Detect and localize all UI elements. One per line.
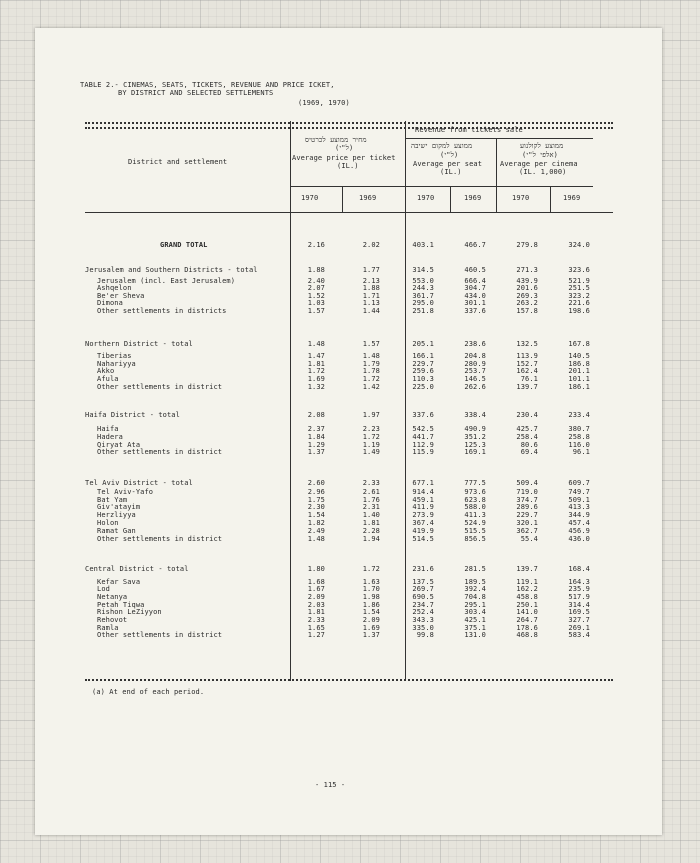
row-value: 251.5 <box>568 284 590 292</box>
row-value: 269.3 <box>516 292 538 300</box>
row-value: 1.13 <box>362 299 380 307</box>
header-price-hebrew: מחיר ממוצע לכרטיס <box>305 136 367 144</box>
row-value: 1.57 <box>307 307 325 315</box>
row-value: 509.4 <box>516 479 538 487</box>
row-value: 189.5 <box>464 578 486 586</box>
row-value: 55.4 <box>520 535 538 543</box>
row-value: 76.1 <box>520 375 538 383</box>
row-value: 1.72 <box>307 367 325 375</box>
row-value: 235.9 <box>568 585 590 593</box>
header-price-hebrew-unit: (ל"י) <box>335 144 354 152</box>
row-value: 269.1 <box>568 624 590 632</box>
row-value: 201.6 <box>516 284 538 292</box>
row-value: 362.7 <box>516 527 538 535</box>
row-value: 351.2 <box>464 433 486 441</box>
bottom-rule <box>85 679 613 681</box>
document-page <box>35 28 662 835</box>
row-value: 1.48 <box>362 352 380 360</box>
row-value: 271.3 <box>516 266 538 274</box>
row-value: 459.1 <box>412 496 434 504</box>
header-cinema-unit: (IL. 1,000) <box>519 168 567 176</box>
row-value: 583.4 <box>568 631 590 639</box>
row-label: Tiberias <box>97 352 132 360</box>
row-value: 524.9 <box>464 519 486 527</box>
row-label: Jerusalem and Southern Districts - total <box>85 266 258 274</box>
row-value: 137.5 <box>412 578 434 586</box>
top-rule-secondary <box>85 127 613 129</box>
row-value: 2.31 <box>362 503 380 511</box>
row-value: 146.5 <box>464 375 486 383</box>
row-value: 1.54 <box>362 608 380 616</box>
row-value: 164.3 <box>568 578 590 586</box>
row-value: 162.2 <box>516 585 538 593</box>
row-value: 609.7 <box>568 479 590 487</box>
row-value: 1.32 <box>307 383 325 391</box>
header-cinema-hebrew-unit: (אלפי ל"י) <box>522 151 558 159</box>
row-value: 152.7 <box>516 360 538 368</box>
row-value: 419.9 <box>412 527 434 535</box>
row-value: 205.1 <box>412 340 434 348</box>
row-value: 2.09 <box>362 616 380 624</box>
row-value: 230.4 <box>516 411 538 419</box>
row-label: Ramat Gan <box>97 527 136 535</box>
row-value: 509.1 <box>568 496 590 504</box>
row-value: 262.6 <box>464 383 486 391</box>
row-value: 116.0 <box>568 441 590 449</box>
row-value: 460.5 <box>464 266 486 274</box>
row-value: 374.7 <box>516 496 538 504</box>
header-cinema-hebrew: ממוצע לקולנוע <box>520 142 564 150</box>
header-seat-hebrew-unit: (ל"י) <box>440 151 459 159</box>
row-value: 434.0 <box>464 292 486 300</box>
row-value: 914.4 <box>412 488 434 496</box>
row-label: Kefar Sava <box>97 578 141 586</box>
row-value: 2.13 <box>362 277 380 285</box>
row-value: 2.60 <box>307 479 325 487</box>
row-value: 1.69 <box>362 624 380 632</box>
row-value: 113.9 <box>516 352 538 360</box>
row-value: 1.88 <box>362 284 380 292</box>
row-label: Other settlements in district <box>97 631 223 639</box>
column-rule-year-1 <box>342 186 343 212</box>
grand-total-label: GRAND TOTAL <box>160 241 208 249</box>
row-label: Giv'atayim <box>97 503 141 511</box>
row-value: 1.68 <box>307 578 325 586</box>
row-value: 323.2 <box>568 292 590 300</box>
row-value: 690.5 <box>412 593 434 601</box>
row-label: Nahariyya <box>97 360 136 368</box>
row-label: Other settlements in district <box>97 383 223 391</box>
row-label: Rishon LeZiyyon <box>97 608 162 616</box>
row-value: 101.1 <box>568 375 590 383</box>
row-value: 281.5 <box>464 565 486 573</box>
row-label: Hadera <box>97 433 123 441</box>
row-value: 436.0 <box>568 535 590 543</box>
row-value: 1.88 <box>307 266 325 274</box>
row-value: 704.8 <box>464 593 486 601</box>
row-value: 973.6 <box>464 488 486 496</box>
row-value: 2.08 <box>307 411 325 419</box>
row-label: Central District - total <box>85 565 189 573</box>
row-value: 1.97 <box>362 411 380 419</box>
row-value: 2.09 <box>307 593 325 601</box>
row-value: 244.3 <box>412 284 434 292</box>
row-value: 413.3 <box>568 503 590 511</box>
row-value: 320.1 <box>516 519 538 527</box>
row-value: 1.81 <box>362 519 380 527</box>
row-value: 1.37 <box>307 448 325 456</box>
row-value: 521.9 <box>568 277 590 285</box>
row-value: 466.7 <box>464 241 486 249</box>
row-value: 514.5 <box>412 535 434 543</box>
row-value: 441.7 <box>412 433 434 441</box>
row-value: 1.57 <box>362 340 380 348</box>
row-label: Rehovot <box>97 616 128 624</box>
row-value: 588.0 <box>464 503 486 511</box>
row-value: 125.3 <box>464 441 486 449</box>
row-value: 343.3 <box>412 616 434 624</box>
row-value: 777.5 <box>464 479 486 487</box>
row-label: Herzliyya <box>97 511 136 519</box>
row-value: 1.67 <box>307 585 325 593</box>
row-value: 1.54 <box>307 511 325 519</box>
row-value: 178.6 <box>516 624 538 632</box>
row-value: 157.8 <box>516 307 538 315</box>
row-value: 2.49 <box>307 527 325 535</box>
row-value: 169.1 <box>464 448 486 456</box>
row-value: 258.8 <box>568 433 590 441</box>
row-value: 1.65 <box>307 624 325 632</box>
row-value: 361.7 <box>412 292 434 300</box>
row-value: 169.5 <box>568 608 590 616</box>
row-value: 201.1 <box>568 367 590 375</box>
row-value: 2.30 <box>307 503 325 511</box>
row-value: 110.3 <box>412 375 434 383</box>
row-value: 1.75 <box>307 496 325 504</box>
row-value: 2.40 <box>307 277 325 285</box>
row-value: 1.48 <box>307 340 325 348</box>
row-value: 2.16 <box>307 241 325 249</box>
row-value: 225.0 <box>412 383 434 391</box>
row-value: 375.1 <box>464 624 486 632</box>
row-label: Lod <box>97 585 110 593</box>
row-value: 264.7 <box>516 616 538 624</box>
row-value: 856.5 <box>464 535 486 543</box>
row-value: 411.3 <box>464 511 486 519</box>
row-label: Other settlements in district <box>97 535 223 543</box>
row-value: 2.28 <box>362 527 380 535</box>
row-value: 1.81 <box>307 360 325 368</box>
row-label: Ramla <box>97 624 119 632</box>
row-value: 338.4 <box>464 411 486 419</box>
row-value: 2.02 <box>362 241 380 249</box>
row-value: 1.77 <box>362 266 380 274</box>
row-value: 295.1 <box>464 601 486 609</box>
row-value: 1.78 <box>362 367 380 375</box>
row-value: 1.03 <box>307 299 325 307</box>
row-value: 623.8 <box>464 496 486 504</box>
row-value: 1.47 <box>307 352 325 360</box>
table-title-line1: TABLE 2.- CINEMAS, SEATS, TICKETS, REVENUE AND PRICE ICKET, <box>80 81 335 89</box>
row-value: 162.4 <box>516 367 538 375</box>
row-value: 677.1 <box>412 479 434 487</box>
header-seat-hebrew: ממוצע למקום ישיבה <box>411 142 473 150</box>
row-label: Tel Aviv District - total <box>85 479 193 487</box>
row-value: 167.8 <box>568 340 590 348</box>
row-label: Ashqelon <box>97 284 132 292</box>
row-label: Netanya <box>97 593 128 601</box>
row-value: 425.1 <box>464 616 486 624</box>
row-label: Other settlements in district <box>97 448 223 456</box>
row-value: 221.6 <box>568 299 590 307</box>
row-value: 2.33 <box>307 616 325 624</box>
row-value: 186.8 <box>568 360 590 368</box>
row-value: 314.4 <box>568 601 590 609</box>
row-value: 439.9 <box>516 277 538 285</box>
header-district-settlement: District and settlement <box>128 158 228 166</box>
year-header-cinema-1970: 1970 <box>512 194 530 202</box>
row-value: 335.0 <box>412 624 434 632</box>
row-value: 303.4 <box>464 608 486 616</box>
row-label: Afula <box>97 375 119 383</box>
row-value: 119.1 <box>516 578 538 586</box>
row-label: Northern District - total <box>85 340 193 348</box>
row-value: 344.9 <box>568 511 590 519</box>
row-label: Qiryat Ata <box>97 441 141 449</box>
row-value: 1.40 <box>362 511 380 519</box>
row-value: 166.1 <box>412 352 434 360</box>
row-value: 337.6 <box>412 411 434 419</box>
row-value: 2.61 <box>362 488 380 496</box>
row-value: 80.6 <box>520 441 538 449</box>
header-seat-unit: (IL.) <box>440 168 462 176</box>
row-value: 69.4 <box>520 448 538 456</box>
row-value: 542.5 <box>412 425 434 433</box>
row-label: Haifa <box>97 425 119 433</box>
row-value: 279.8 <box>516 241 538 249</box>
row-value: 1.27 <box>307 631 325 639</box>
row-value: 517.9 <box>568 593 590 601</box>
row-value: 1.37 <box>362 631 380 639</box>
row-value: 139.7 <box>516 383 538 391</box>
row-value: 1.69 <box>307 375 325 383</box>
row-value: 425.7 <box>516 425 538 433</box>
header-year-line <box>290 186 593 187</box>
row-value: 553.0 <box>412 277 434 285</box>
row-value: 1.19 <box>362 441 380 449</box>
column-rule-year-3 <box>550 186 551 212</box>
row-label: Dimona <box>97 299 123 307</box>
row-label: Akko <box>97 367 115 375</box>
row-value: 1.98 <box>362 593 380 601</box>
row-value: 238.6 <box>464 340 486 348</box>
row-value: 229.7 <box>516 511 538 519</box>
row-value: 1.72 <box>362 565 380 573</box>
header-price-unit: (IL.) <box>337 162 359 170</box>
row-value: 323.6 <box>568 266 590 274</box>
row-value: 719.0 <box>516 488 538 496</box>
row-value: 132.5 <box>516 340 538 348</box>
row-value: 1.63 <box>362 578 380 586</box>
row-value: 2.33 <box>362 479 380 487</box>
row-value: 252.4 <box>412 608 434 616</box>
row-value: 367.4 <box>412 519 434 527</box>
row-value: 269.7 <box>412 585 434 593</box>
year-header-seat-1970: 1970 <box>417 194 435 202</box>
row-value: 96.1 <box>572 448 590 456</box>
row-value: 457.4 <box>568 519 590 527</box>
row-value: 1.52 <box>307 292 325 300</box>
row-value: 1.80 <box>307 565 325 573</box>
row-value: 250.1 <box>516 601 538 609</box>
row-value: 1.49 <box>362 448 380 456</box>
row-value: 140.5 <box>568 352 590 360</box>
row-label: Be'er Sheva <box>97 292 145 300</box>
header-seat-label: Average per seat <box>413 160 483 168</box>
row-value: 490.9 <box>464 425 486 433</box>
row-value: 1.48 <box>307 535 325 543</box>
row-label: Petah Tiqwa <box>97 601 145 609</box>
row-value: 115.9 <box>412 448 434 456</box>
row-value: 456.9 <box>568 527 590 535</box>
header-revenue-label: Revenue from tickets sale <box>415 126 523 134</box>
row-value: 2.96 <box>307 488 325 496</box>
row-label: Haifa District - total <box>85 411 180 419</box>
column-rule-year-2 <box>450 186 451 212</box>
row-value: 515.5 <box>464 527 486 535</box>
row-value: 141.0 <box>516 608 538 616</box>
row-value: 1.72 <box>362 375 380 383</box>
row-value: 1.76 <box>362 496 380 504</box>
row-value: 139.7 <box>516 565 538 573</box>
revenue-underline <box>405 138 593 139</box>
row-value: 1.70 <box>362 585 380 593</box>
row-value: 2.07 <box>307 284 325 292</box>
row-value: 337.6 <box>464 307 486 315</box>
row-value: 2.23 <box>362 425 380 433</box>
page-number: - 115 - <box>315 781 346 789</box>
row-value: 233.4 <box>568 411 590 419</box>
row-value: 112.9 <box>412 441 434 449</box>
row-value: 314.5 <box>412 266 434 274</box>
row-value: 666.4 <box>464 277 486 285</box>
year-header-cinema-1969: 1969 <box>563 194 581 202</box>
row-value: 131.0 <box>464 631 486 639</box>
header-bottom-line <box>85 212 613 213</box>
year-header-price-1969: 1969 <box>359 194 377 202</box>
header-price-label: Average price per ticket <box>292 154 396 162</box>
row-value: 1.29 <box>307 441 325 449</box>
row-value: 1.86 <box>362 601 380 609</box>
table-years: (1969, 1970) <box>298 99 350 107</box>
row-value: 204.8 <box>464 352 486 360</box>
row-value: 1.44 <box>362 307 380 315</box>
row-value: 749.7 <box>568 488 590 496</box>
row-value: 403.1 <box>412 241 434 249</box>
row-value: 392.4 <box>464 585 486 593</box>
row-value: 186.1 <box>568 383 590 391</box>
row-value: 273.9 <box>412 511 434 519</box>
row-value: 468.8 <box>516 631 538 639</box>
row-value: 411.9 <box>412 503 434 511</box>
column-rule-seat-cinema <box>496 138 497 212</box>
row-value: 327.7 <box>568 616 590 624</box>
row-value: 231.6 <box>412 565 434 573</box>
row-value: 289.6 <box>516 503 538 511</box>
row-value: 258.4 <box>516 433 538 441</box>
table-title-line2: BY DISTRICT AND SELECTED SETTLEMENTS <box>118 89 274 97</box>
row-label: Tel Aviv-Yafo <box>97 488 154 496</box>
row-value: 301.1 <box>464 299 486 307</box>
row-value: 1.84 <box>307 433 325 441</box>
row-value: 1.94 <box>362 535 380 543</box>
top-rule <box>85 122 613 124</box>
row-value: 263.2 <box>516 299 538 307</box>
row-value: 2.37 <box>307 425 325 433</box>
row-value: 458.8 <box>516 593 538 601</box>
header-cinema-label: Average per cinema <box>500 160 578 168</box>
row-value: 1.79 <box>362 360 380 368</box>
row-value: 1.82 <box>307 519 325 527</box>
row-label: Bat Yam <box>97 496 128 504</box>
row-value: 2.03 <box>307 601 325 609</box>
row-value: 304.7 <box>464 284 486 292</box>
row-label: Jerusalem (incl. East Jerusalem) <box>97 277 236 285</box>
row-value: 1.71 <box>362 292 380 300</box>
row-value: 280.9 <box>464 360 486 368</box>
row-value: 234.7 <box>412 601 434 609</box>
year-header-price-1970: 1970 <box>301 194 319 202</box>
row-value: 251.8 <box>412 307 434 315</box>
row-value: 1.42 <box>362 383 380 391</box>
row-value: 253.7 <box>464 367 486 375</box>
row-value: 1.81 <box>307 608 325 616</box>
row-value: 295.0 <box>412 299 434 307</box>
row-value: 168.4 <box>568 565 590 573</box>
row-value: 198.6 <box>568 307 590 315</box>
row-value: 1.72 <box>362 433 380 441</box>
row-value: 229.7 <box>412 360 434 368</box>
row-value: 99.8 <box>416 631 434 639</box>
footnote: (a) At end of each period. <box>92 688 205 696</box>
year-header-seat-1969: 1969 <box>464 194 482 202</box>
row-value: 259.6 <box>412 367 434 375</box>
row-label: Other settlements in districts <box>97 307 227 315</box>
row-value: 380.7 <box>568 425 590 433</box>
row-label: Holon <box>97 519 119 527</box>
row-value: 324.0 <box>568 241 590 249</box>
